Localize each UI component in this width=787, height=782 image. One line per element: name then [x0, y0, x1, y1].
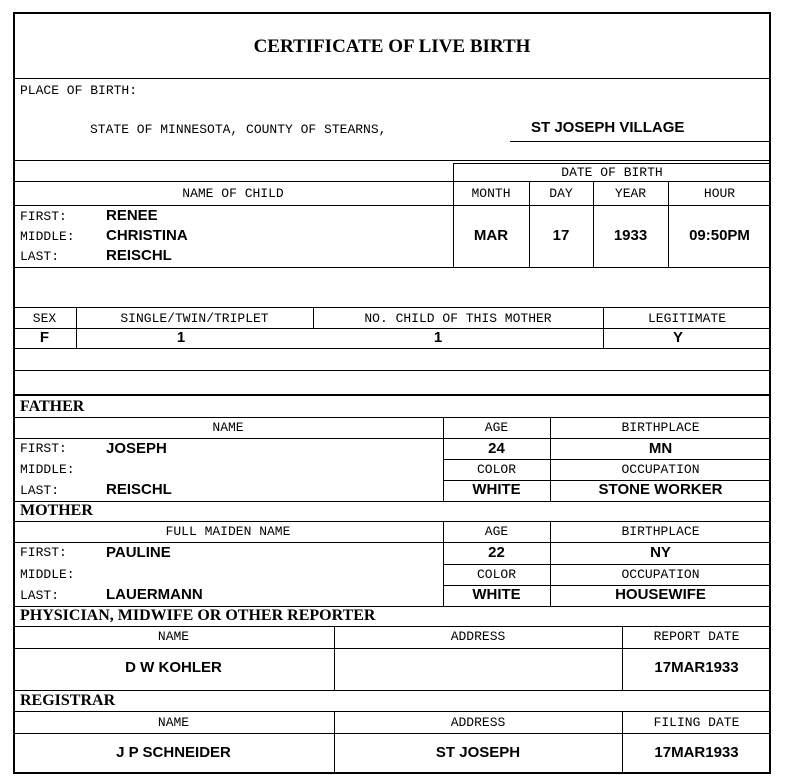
village-underline: [510, 141, 770, 142]
father-color: WHITE: [472, 481, 521, 498]
divider: [13, 438, 771, 439]
divider: [443, 459, 771, 460]
divider: [550, 521, 551, 606]
child-first-name: RENEE: [106, 207, 158, 224]
mother-name-header: FULL MAIDEN NAME: [165, 524, 291, 539]
father-birthplace: MN: [648, 440, 673, 457]
divider: [13, 370, 771, 371]
divider: [13, 626, 771, 627]
child-first-label: FIRST:: [20, 209, 67, 224]
divider: [13, 542, 771, 543]
month-label: MONTH: [471, 186, 511, 201]
father-age-label: AGE: [484, 420, 509, 435]
sex-label: SEX: [32, 311, 57, 326]
father-middle-label: MIDDLE:: [20, 462, 75, 477]
divider: [13, 733, 771, 734]
father-first-name: JOSEPH: [106, 440, 167, 457]
mother-middle-label: MIDDLE:: [20, 567, 75, 582]
father-section-title: FATHER: [20, 398, 85, 415]
section-divider: [13, 394, 771, 396]
divider: [622, 711, 623, 773]
mother-birthplace: NY: [650, 544, 671, 561]
divider: [550, 417, 551, 501]
child-middle-name: CHRISTINA: [106, 227, 188, 244]
father-first-label: FIRST:: [20, 441, 67, 456]
mother-color-label: COLOR: [476, 567, 516, 582]
child-number-label: NO. CHILD OF THIS MOTHER: [364, 311, 552, 326]
divider: [603, 307, 604, 348]
mother-last-name: LAUERMANN: [106, 586, 203, 603]
registrar-name-label: NAME: [157, 715, 190, 730]
divider: [13, 711, 771, 712]
father-name-header: NAME: [212, 420, 244, 435]
divider: [13, 267, 771, 268]
father-age: 24: [488, 440, 505, 457]
name-of-child-header: NAME OF CHILD: [182, 186, 284, 201]
registrar-name: J P SCHNEIDER: [116, 744, 231, 761]
divider: [529, 181, 530, 267]
legitimate-value: Y: [672, 329, 683, 346]
mother-age: 22: [488, 544, 505, 561]
divider: [622, 626, 623, 690]
year-label: YEAR: [614, 186, 647, 201]
birth-hour: 09:50PM: [689, 227, 750, 244]
divider: [453, 163, 771, 164]
child-last-label: LAST:: [20, 249, 60, 264]
mother-first-name: PAULINE: [106, 544, 171, 561]
date-of-birth-header: DATE OF BIRTH: [561, 165, 663, 180]
mother-birthplace-label: BIRTHPLACE: [621, 524, 700, 539]
mother-first-label: FIRST:: [20, 545, 67, 560]
sex-value: F: [39, 329, 50, 346]
child-number-value: 1: [433, 329, 443, 346]
divider: [13, 78, 771, 79]
divider: [13, 690, 771, 691]
filing-date-label: FILING DATE: [653, 715, 740, 730]
certificate-title: CERTIFICATE OF LIVE BIRTH: [253, 36, 531, 57]
registrar-address-label: ADDRESS: [450, 715, 506, 730]
mother-last-label: LAST:: [20, 588, 60, 603]
birth-year: 1933: [613, 227, 648, 244]
mother-section-title: MOTHER: [20, 502, 93, 519]
father-occupation: STONE WORKER: [598, 481, 723, 498]
divider: [334, 711, 335, 773]
legitimate-label: LEGITIMATE: [647, 311, 726, 326]
divider: [13, 648, 771, 649]
report-date: 17MAR1933: [654, 659, 739, 676]
divider: [13, 160, 771, 161]
state-county: STATE OF MINNESOTA, COUNTY OF STEARNS,: [90, 122, 387, 137]
physician-name: D W KOHLER: [125, 659, 222, 676]
divider: [443, 521, 444, 606]
father-occupation-label: OCCUPATION: [621, 462, 700, 477]
divider: [668, 181, 669, 267]
plurality-label: SINGLE/TWIN/TRIPLET: [120, 311, 269, 326]
father-last-label: LAST:: [20, 483, 60, 498]
divider: [443, 417, 444, 501]
filing-date: 17MAR1933: [654, 744, 739, 761]
divider: [313, 307, 314, 328]
birth-village: ST JOSEPH VILLAGE: [531, 119, 685, 136]
divider: [13, 205, 771, 206]
physician-section-title: PHYSICIAN, MIDWIFE OR OTHER REPORTER: [20, 607, 376, 624]
divider: [13, 181, 771, 182]
mother-age-label: AGE: [484, 524, 509, 539]
father-last-name: REISCHL: [106, 481, 172, 498]
divider: [13, 307, 771, 308]
divider: [13, 348, 771, 349]
divider: [453, 163, 454, 267]
child-middle-label: MIDDLE:: [20, 229, 75, 244]
place-of-birth-label: PLACE OF BIRTH:: [20, 83, 138, 98]
divider: [13, 417, 771, 418]
birth-month: MAR: [473, 227, 509, 244]
mother-occupation-label: OCCUPATION: [621, 567, 700, 582]
registrar-section-title: REGISTRAR: [20, 692, 116, 709]
physician-address-label: ADDRESS: [450, 629, 506, 644]
divider: [334, 626, 335, 690]
father-birthplace-label: BIRTHPLACE: [621, 420, 700, 435]
registrar-address: ST JOSEPH: [435, 744, 521, 761]
child-last-name: REISCHL: [106, 247, 172, 264]
mother-color: WHITE: [472, 586, 521, 603]
hour-label: HOUR: [703, 186, 736, 201]
divider: [76, 307, 77, 348]
divider: [13, 501, 771, 502]
birth-day: 17: [552, 227, 570, 244]
divider: [443, 564, 771, 565]
divider: [13, 521, 771, 522]
father-color-label: COLOR: [476, 462, 516, 477]
report-date-label: REPORT DATE: [653, 629, 740, 644]
divider: [593, 181, 594, 267]
physician-name-label: NAME: [157, 629, 190, 644]
plurality-value: 1: [176, 329, 186, 346]
day-label: DAY: [549, 186, 573, 201]
mother-occupation: HOUSEWIFE: [615, 586, 706, 603]
